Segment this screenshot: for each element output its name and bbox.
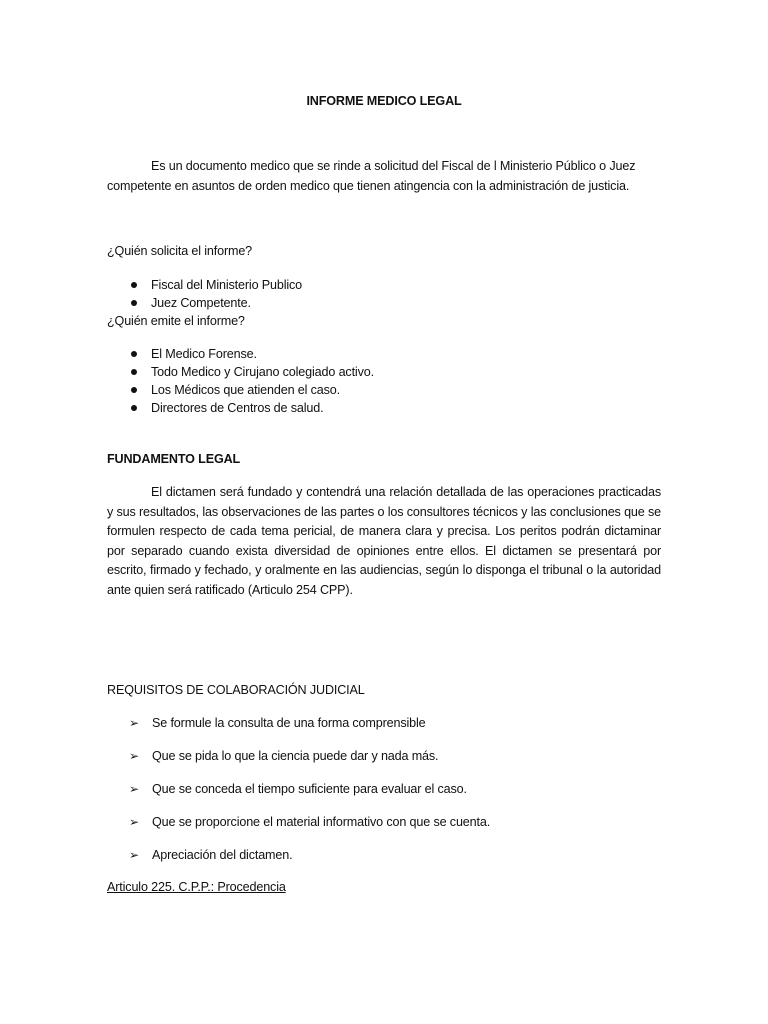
list-item-text: Fiscal del Ministerio Publico bbox=[151, 278, 303, 292]
list-item-text: Se formule la consulta de una forma comprensible bbox=[152, 716, 426, 730]
list-item-text: Juez Competente. bbox=[151, 296, 251, 310]
arrow-bullet-icon: ➢ bbox=[129, 848, 139, 862]
bullet-icon bbox=[131, 405, 137, 411]
list-item bbox=[107, 294, 302, 312]
bullet-icon bbox=[131, 282, 137, 288]
fundamento-paragraph bbox=[107, 483, 661, 601]
list-item bbox=[107, 813, 490, 846]
list-item-text: Directores de Centros de salud. bbox=[151, 401, 324, 415]
list-item-text: Los Médicos que atienden el caso. bbox=[151, 383, 340, 397]
issuers-list bbox=[107, 345, 374, 417]
list-item bbox=[107, 276, 302, 294]
arrow-bullet-icon: ➢ bbox=[129, 749, 139, 763]
question-who-requests: ¿Quién solicita el informe? bbox=[107, 244, 253, 258]
bullet-icon bbox=[131, 387, 137, 393]
list-item-text: Que se pida lo que la ciencia puede dar y nada más. bbox=[152, 749, 439, 763]
list-item bbox=[107, 381, 374, 399]
requesters-list bbox=[107, 276, 302, 312]
list-item bbox=[107, 363, 374, 381]
article-heading: Articulo 225. C.P.P.: Procedencia bbox=[107, 880, 286, 894]
list-item bbox=[107, 846, 490, 879]
intro-line-2: competente en asuntos de orden medico que tienen atingencia con la administración de justicia. bbox=[107, 179, 630, 193]
list-item bbox=[107, 747, 490, 780]
list-item-text: Que se proporcione el material informativo con que se cuenta. bbox=[152, 815, 491, 829]
bullet-icon bbox=[131, 351, 137, 357]
bullet-icon bbox=[131, 369, 137, 375]
fundamento-text: El dictamen será fundado y contendrá una relación detallada de las operaciones practicadas y sus resultados, las observaciones de las partes o los consultores técnicos y las conclusiones que se formulen respecto de cada tema pericial, de manera clara y precisa. Los peritos podrán dictaminar por separado cuando exista diversidad de opiniones entre ellos. El dictamen se presentará por escrito, firmado y fechado, y oralmente en las audiencias, según lo disponga el tribunal o la autoridad ante quien será ratificado (Articulo 254 CPP). bbox=[107, 485, 661, 597]
list-item-text: Apreciación del dictamen. bbox=[152, 848, 293, 862]
question-who-issues: ¿Quién emite el informe? bbox=[107, 314, 245, 328]
arrow-bullet-icon: ➢ bbox=[129, 716, 139, 730]
document-title: INFORME MEDICO LEGAL bbox=[306, 94, 462, 108]
list-item bbox=[107, 345, 374, 363]
arrow-bullet-icon: ➢ bbox=[129, 815, 139, 829]
requisitos-list bbox=[107, 714, 490, 879]
requisitos-heading: REQUISITOS DE COLABORACIÓN JUDICIAL bbox=[107, 683, 365, 697]
fundamento-heading: FUNDAMENTO LEGAL bbox=[107, 452, 241, 466]
list-item bbox=[107, 714, 490, 747]
intro-line-1: Es un documento medico que se rinde a solicitud del Fiscal de l Ministerio Público o Juez bbox=[151, 159, 636, 173]
list-item bbox=[107, 780, 490, 813]
list-item-text: Que se conceda el tiempo suficiente para evaluar el caso. bbox=[152, 782, 467, 796]
arrow-bullet-icon: ➢ bbox=[129, 782, 139, 796]
bullet-icon bbox=[131, 300, 137, 306]
list-item-text: El Medico Forense. bbox=[151, 347, 257, 361]
list-item-text: Todo Medico y Cirujano colegiado activo. bbox=[151, 365, 374, 379]
list-item bbox=[107, 399, 374, 417]
